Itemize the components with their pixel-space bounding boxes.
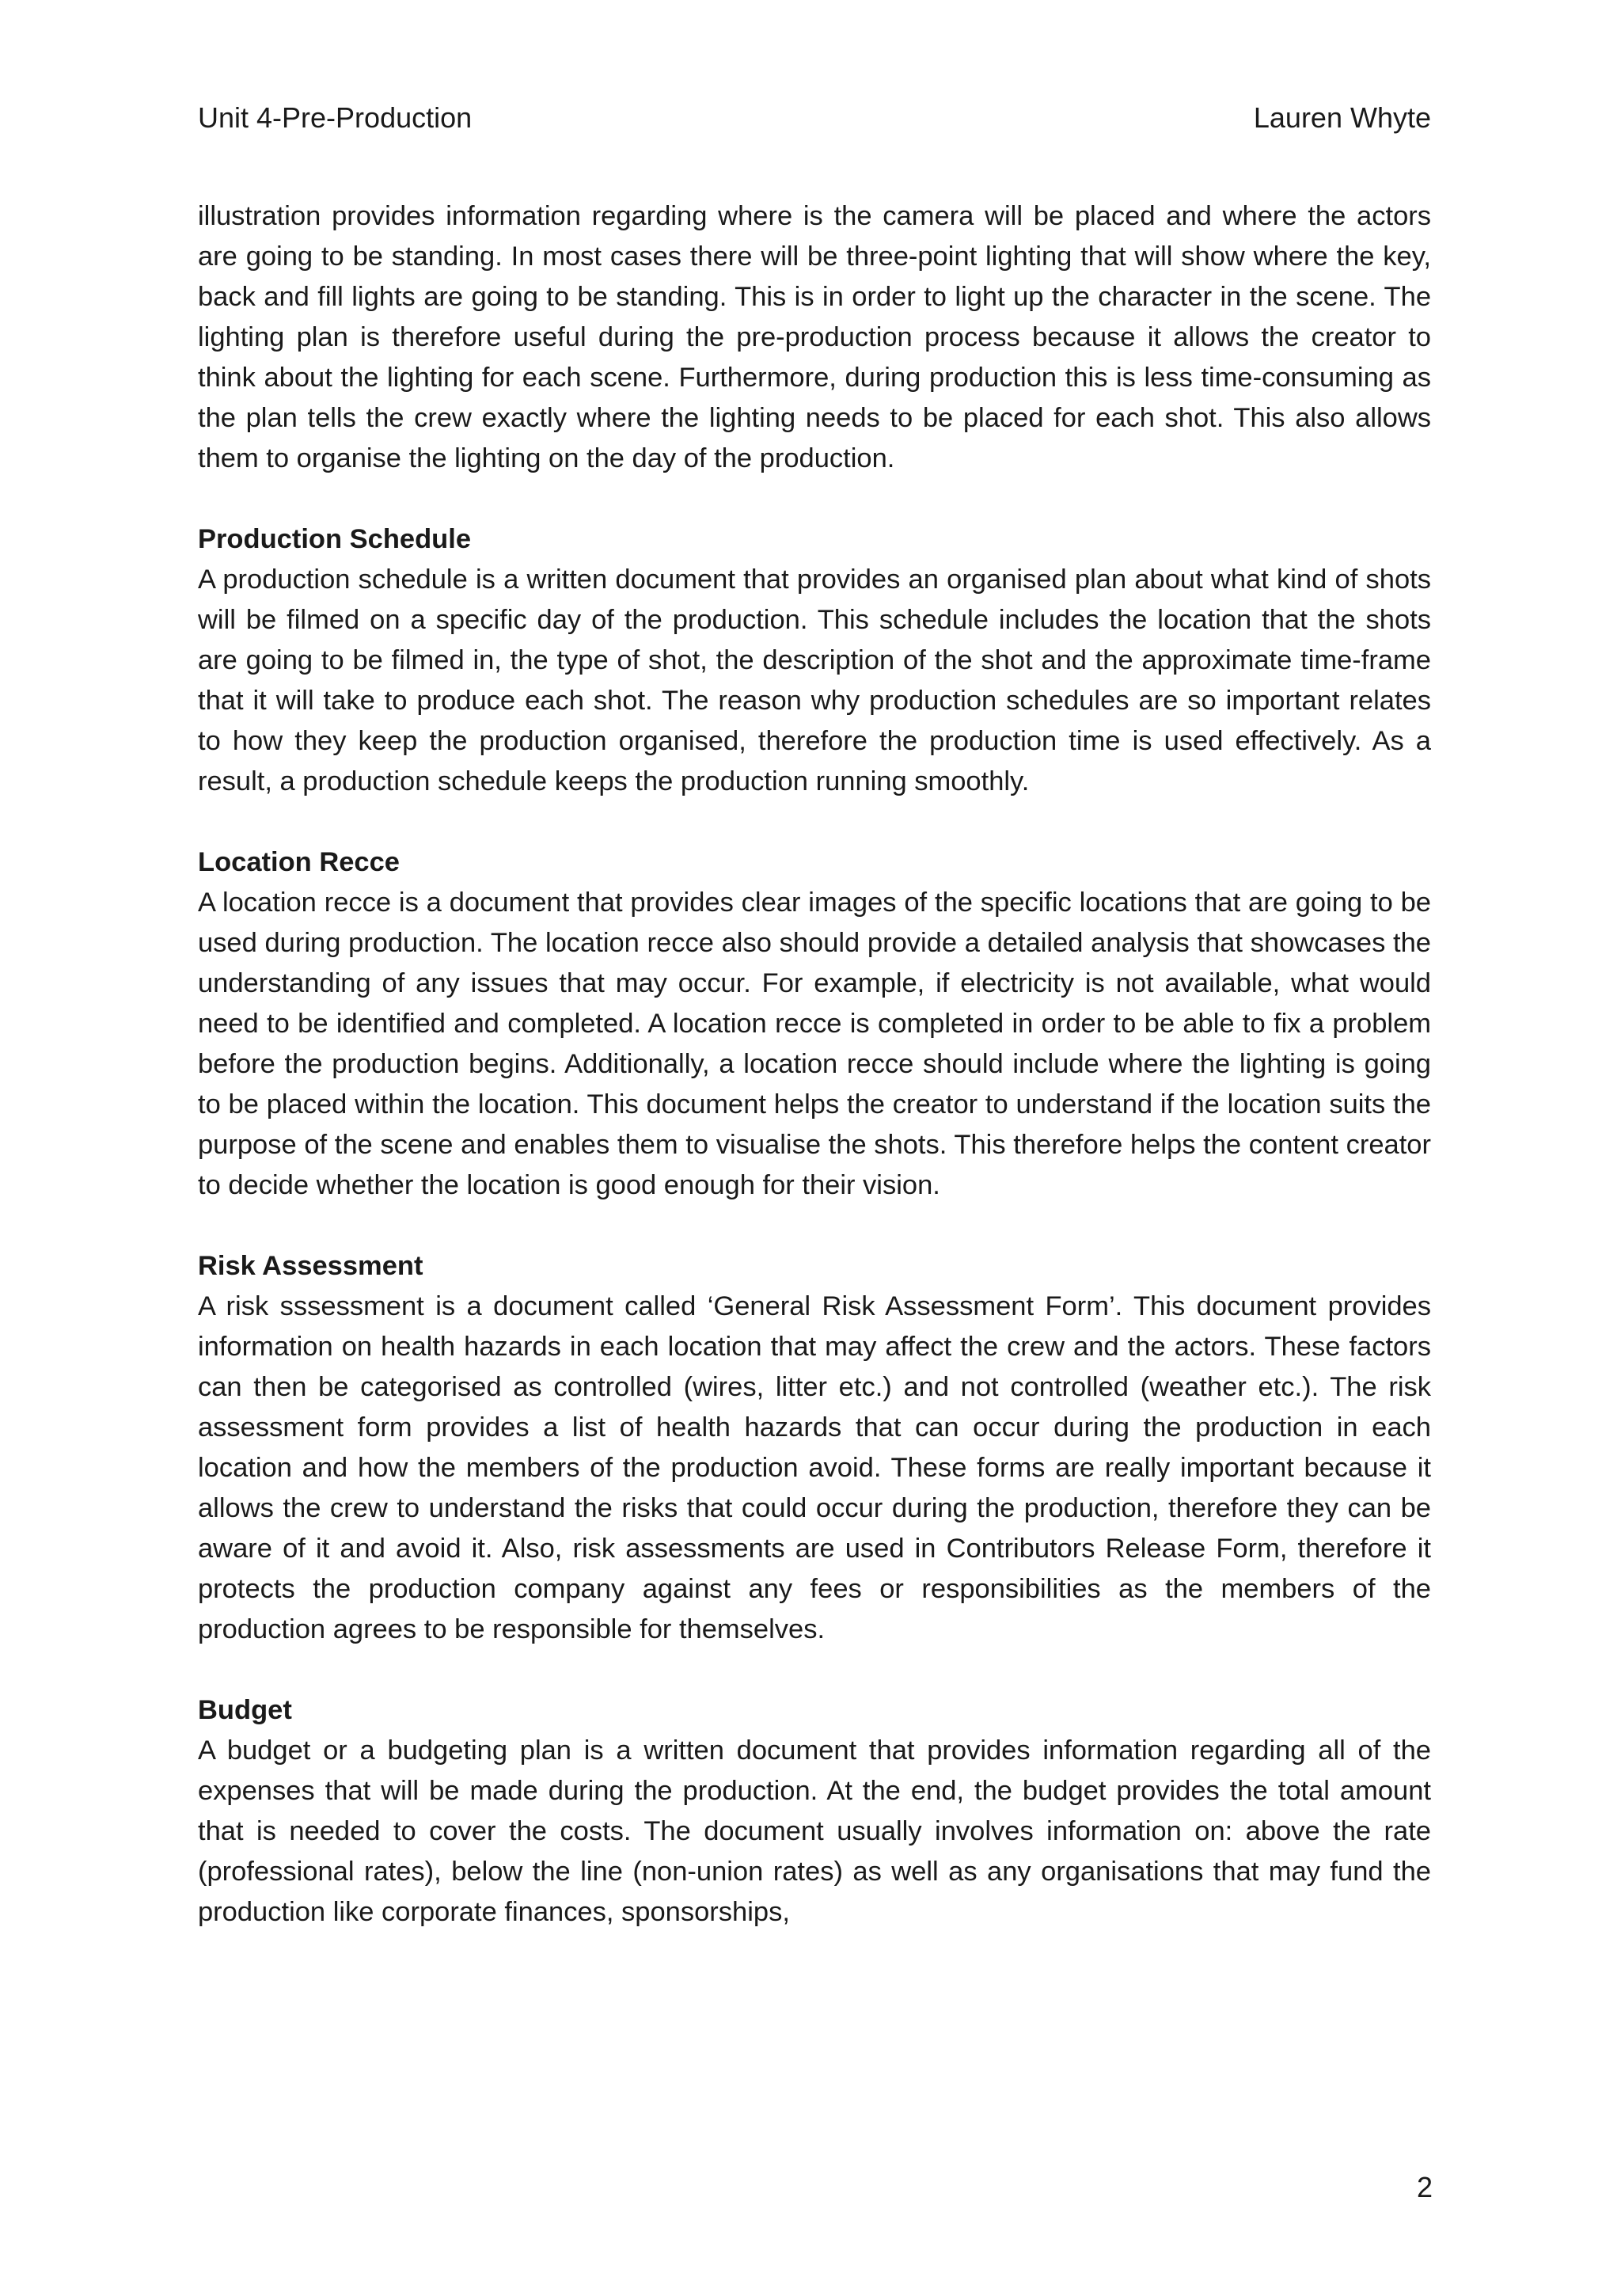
section-production-schedule bbox=[198, 519, 1431, 802]
document-body bbox=[198, 196, 1431, 1933]
section-location-recce bbox=[198, 842, 1431, 1206]
page-number: 2 bbox=[1416, 2171, 1433, 2203]
section-paragraph: A risk sssessment is a document called ‘General Risk Assessment Form’. This document provides information on health hazards in each location that may affect the crew and the actors. These factors can then be categorised as controlled (wires, litter etc.) and not controlled (weather etc.). The risk assessment form provides a list of health hazards that can occur during the production in each location and how the members of the production avoid. These forms are really important because it allows the crew to understand the risks that could occur during the production, therefore they can be aware of it and avoid it. Also, risk assessments are used in Contributors Release Form, therefore it protects the production company against any fees or responsibilities as the members of the production agrees to be responsible for themselves. bbox=[198, 1291, 1431, 1644]
section-heading: Location Recce bbox=[198, 847, 400, 877]
section-paragraph: A budget or a budgeting plan is a written document that provides information regarding all of the expenses that will be made during the production. At the end, the budget provides the total amount that is needed to cover the costs. The document usually involves information on: above the rate (professional rates), below the line (non-union rates) as well as any organisations that may fund the production like corporate finances, sponsorships, bbox=[198, 1735, 1431, 1927]
header-unit-title: Unit 4-Pre-Production bbox=[198, 101, 473, 134]
section-paragraph: A production schedule is a written document that provides an organised plan about what kind of shots will be filmed on a specific day of the production. This schedule includes the location that the shots are going to be filmed in, the type of shot, the description of the shot and the approximate time-frame that it will take to produce each shot. The reason why production schedules are so important relates to how they keep the production organised, therefore the production time is used effectively. As a result, a production schedule keeps the production running smoothly. bbox=[198, 564, 1431, 796]
section-paragraph: A location recce is a document that provides clear images of the specific locations that are going to be used during production. The location recce also should provide a detailed analysis that showcases the understanding of any issues that may occur. For example, if electricity is not available, what would need to be identified and completed. A location recce is completed in order to be able to fix a problem before the production begins. Additionally, a location recce should include where the lighting is going to be placed within the location. This document helps the creator to understand if the location suits the purpose of the scene and enables them to visualise the shots. This therefore helps the content creator to decide whether the location is good enough for their vision. bbox=[198, 888, 1431, 1200]
header-author-name: Lauren Whyte bbox=[1253, 101, 1431, 134]
section-budget bbox=[198, 1690, 1431, 1933]
section-risk-assessment bbox=[198, 1246, 1431, 1650]
section-heading: Budget bbox=[198, 1695, 292, 1725]
intro-paragraph: illustration provides information regarding where is the camera will be placed and where the actors are going to be standing. In most cases there will be three-point lighting that will show where the key, back and fill lights are going to be standing. This is in order to light up the character in the scene. The lighting plan is therefore useful during the pre-production process because it allows the creator to think about the lighting for each scene. Furthermore, during production this is less time-consuming as the plan tells the crew exactly where the lighting needs to be placed for each shot. This also allows them to organise the lighting on the day of the production. bbox=[198, 201, 1431, 473]
page-header bbox=[198, 98, 1431, 138]
section-heading: Production Schedule bbox=[198, 524, 472, 554]
section-heading: Risk Assessment bbox=[198, 1251, 423, 1281]
